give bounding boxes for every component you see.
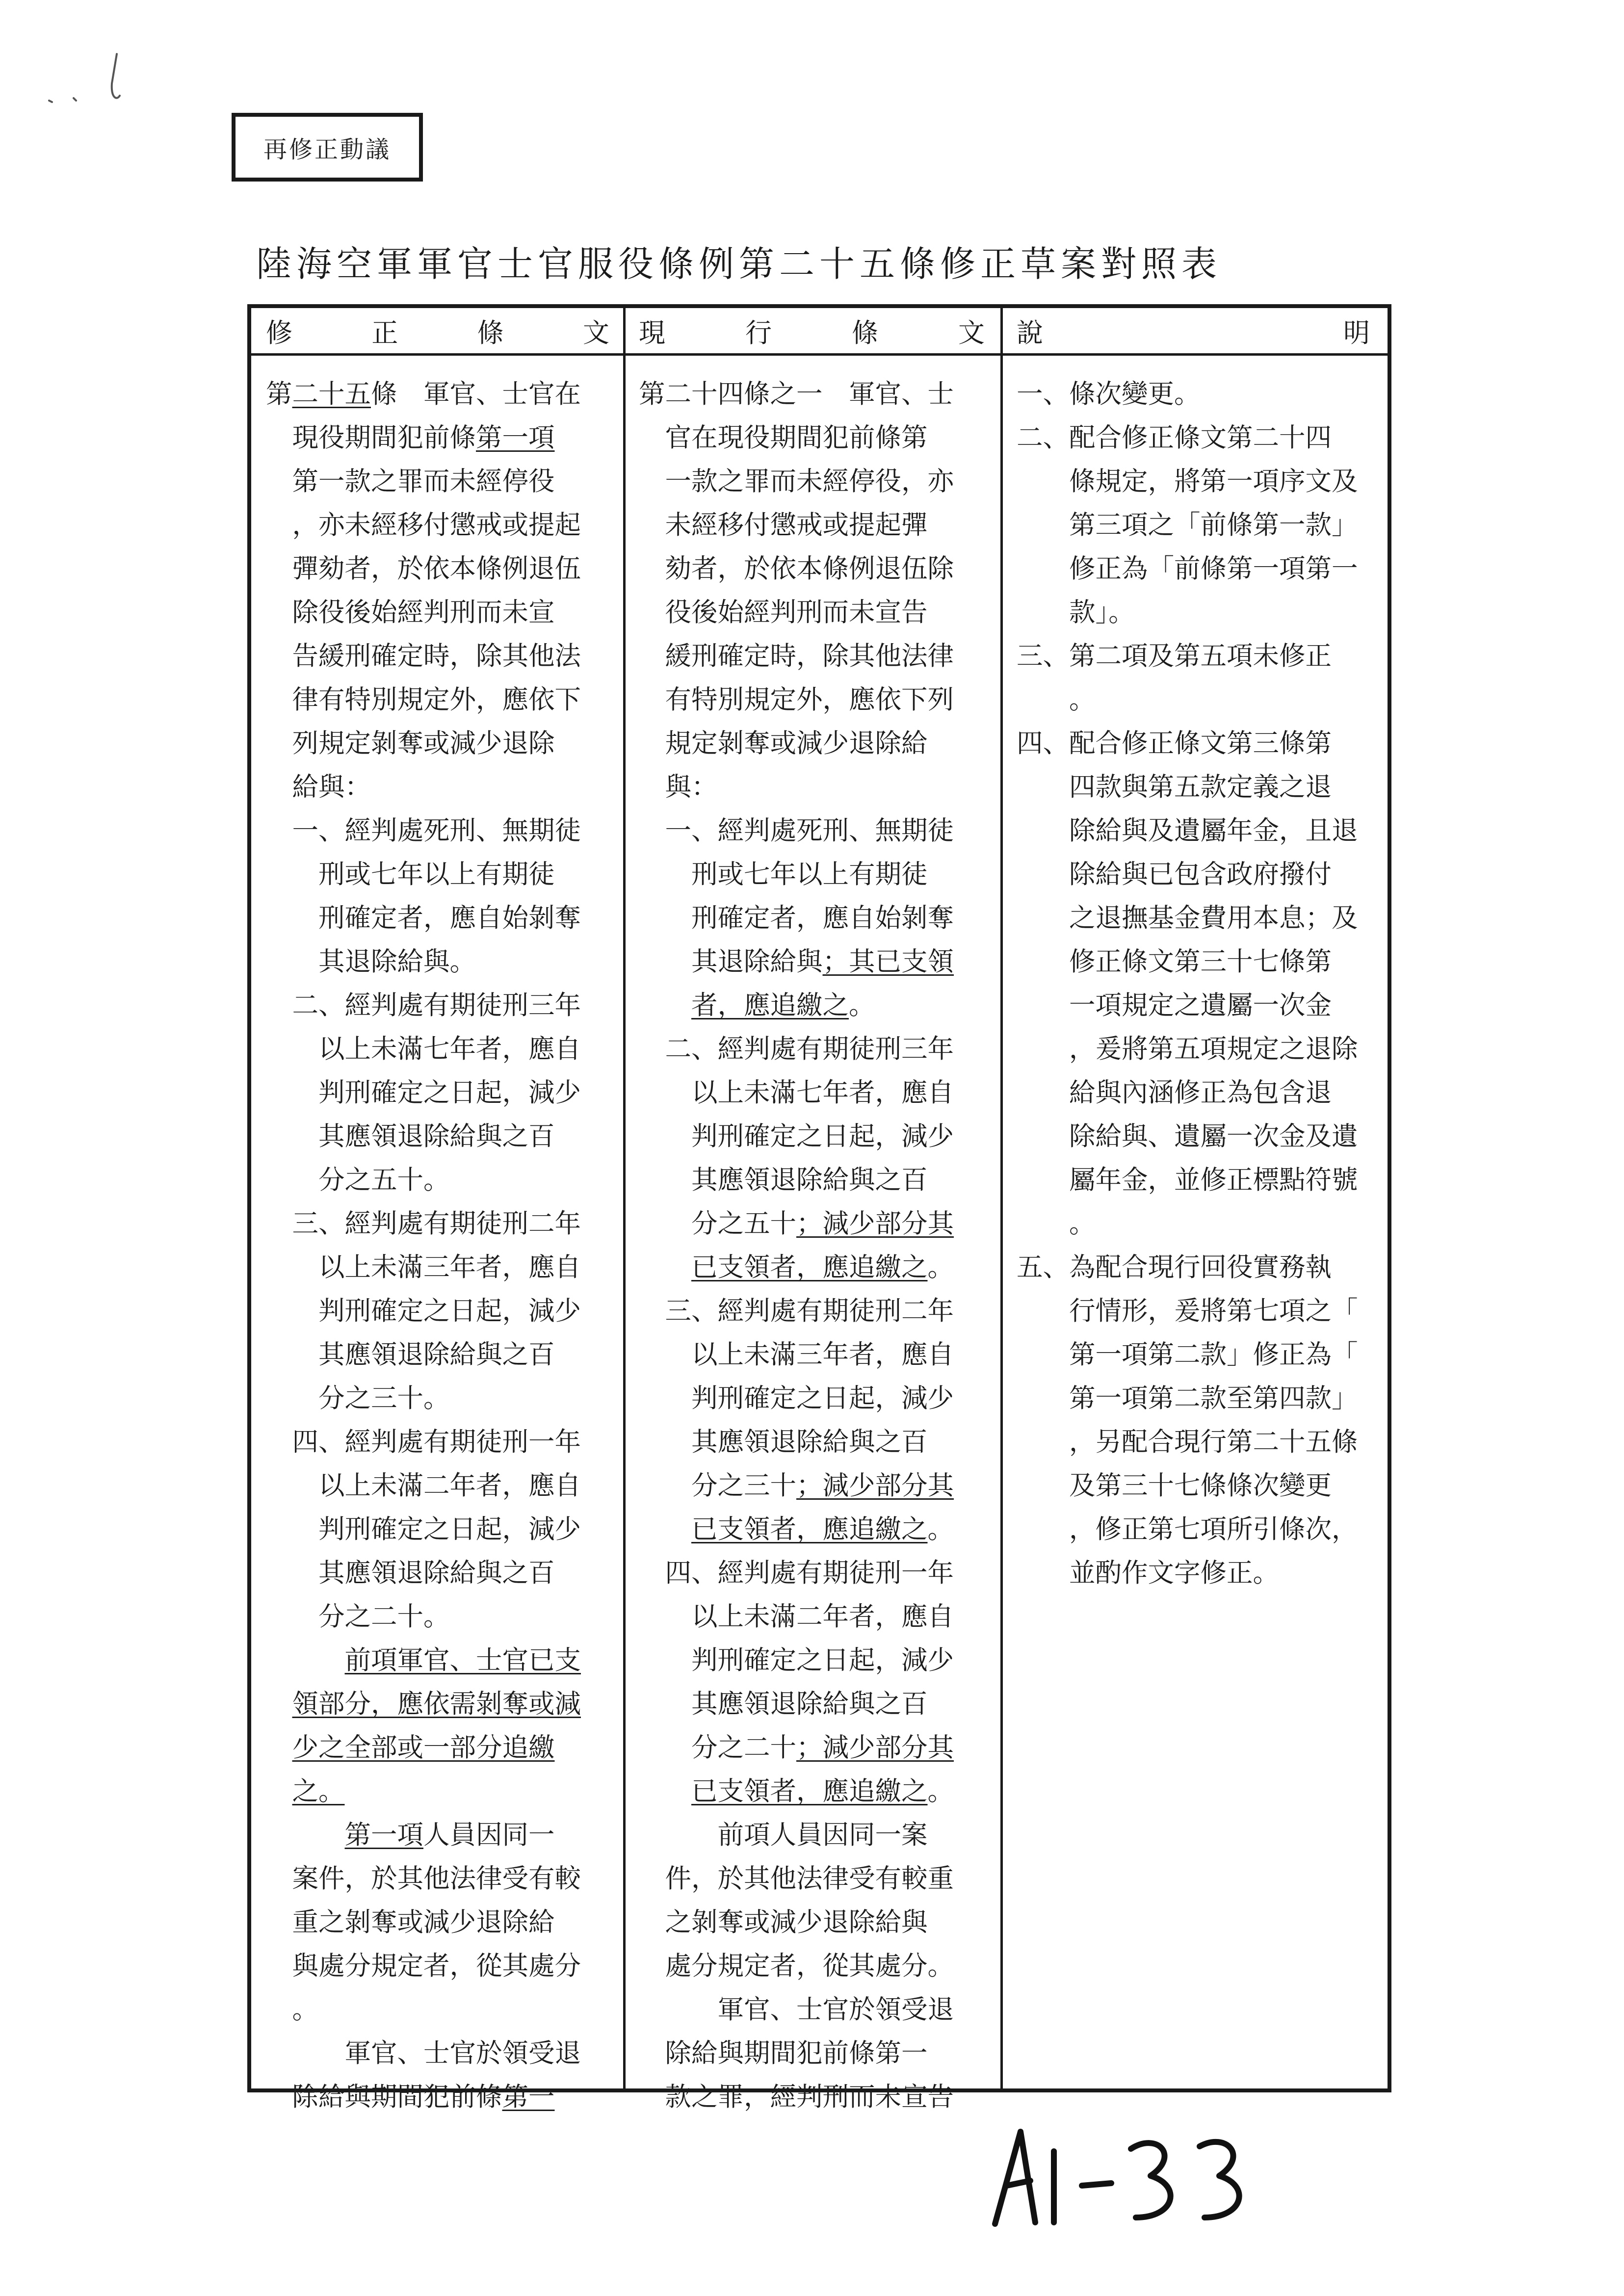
text-line <box>266 547 581 590</box>
text-segment: 一、經判處死刑、無期徒 <box>639 815 954 846</box>
text-line <box>639 1813 954 1856</box>
text-line <box>639 1507 954 1551</box>
text-line <box>639 1725 954 1769</box>
text-line <box>639 1900 954 1944</box>
text-line <box>1017 1245 1358 1289</box>
text-segment: 及第三十七條條次變更 <box>1017 1470 1332 1501</box>
text-line <box>639 547 954 590</box>
text-line <box>266 1245 581 1289</box>
text-line <box>266 1769 581 1813</box>
text-line <box>639 1070 954 1114</box>
text-line <box>266 2031 581 2075</box>
header-char: 正 <box>371 317 398 348</box>
text-segment: 屬年金，並修正標點符號 <box>1017 1164 1358 1195</box>
text-line <box>1017 547 1358 590</box>
text-line <box>639 503 954 547</box>
text-line <box>1017 416 1358 459</box>
handwritten-page-number-drawing <box>995 2132 1239 2224</box>
text-line <box>1017 590 1358 634</box>
text-segment: 三、第二項及第五項未修正 <box>1017 640 1332 671</box>
document-title: 陸海空軍軍官士官服役條例第二十五條修正草案對照表 <box>256 243 1222 285</box>
text-segment: 刑或七年以上有期徒 <box>266 859 555 889</box>
text-line <box>266 1114 581 1158</box>
text-segment: 其退除給與。 <box>266 946 476 977</box>
text-line <box>639 983 954 1027</box>
text-segment: 給與： <box>266 771 371 802</box>
text-line <box>266 1856 581 1900</box>
text-segment: 判刑確定之日起，減少 <box>639 1383 954 1413</box>
text-line <box>266 721 581 765</box>
amended-underline-text: ；減少部分其 <box>796 1208 954 1239</box>
text-line <box>1017 1289 1358 1332</box>
text-line <box>639 809 954 852</box>
text-line <box>266 459 581 503</box>
text-segment: 以上未滿七年者，應自 <box>639 1077 954 1108</box>
text-line <box>639 1420 954 1463</box>
current-text-column <box>639 372 954 2118</box>
text-segment: 有特別規定外，應依下列 <box>639 684 954 715</box>
text-segment: 與： <box>639 771 718 802</box>
header-char: 條 <box>852 317 878 348</box>
text-line <box>639 1158 954 1201</box>
amended-underline-text: 第一 <box>502 2081 555 2112</box>
text-segment <box>639 990 691 1020</box>
text-line <box>639 721 954 765</box>
text-line <box>1017 1551 1358 1594</box>
text-line <box>266 765 581 809</box>
text-line <box>1017 503 1358 547</box>
text-segment: 除給與已包含政府撥付 <box>1017 859 1332 889</box>
text-segment: 其應領退除給與之百 <box>639 1426 928 1457</box>
text-line <box>266 1944 581 1987</box>
text-line <box>266 1463 581 1507</box>
header-char: 條 <box>477 317 504 348</box>
text-segment: 三、經判處有期徒刑二年 <box>639 1295 954 1326</box>
comparison-table <box>247 304 1391 2112</box>
text-segment: 第二十四條之一 軍官、士 <box>639 378 954 409</box>
text-segment: 第三項之「前條第一款」 <box>1017 509 1358 540</box>
text-segment: 一、經判處死刑、無期徒 <box>266 815 581 846</box>
text-line <box>266 1551 581 1594</box>
text-segment: 。 <box>1017 684 1096 715</box>
text-line <box>266 678 581 721</box>
text-line <box>639 416 954 459</box>
text-line <box>639 1289 954 1332</box>
text-segment: 除給與期間犯前條 <box>266 2081 502 2112</box>
text-segment: 四、配合修正條文第三條第 <box>1017 728 1332 758</box>
text-line <box>266 372 581 416</box>
amended-underline-text: 第一項 <box>476 422 555 453</box>
text-line <box>266 1201 581 1245</box>
text-segment: 除給與、遺屬一次金及遺 <box>1017 1121 1358 1151</box>
text-segment: 除給與期間犯前條第一 <box>639 2037 928 2068</box>
text-line <box>1017 634 1358 678</box>
header-char: 現 <box>639 317 665 348</box>
text-line <box>639 1332 954 1376</box>
text-segment: 。 <box>927 1513 954 1544</box>
text-segment: 軍官、士官於領受退 <box>639 1994 954 2025</box>
text-segment: 並酌作文字修正。 <box>1017 1557 1279 1588</box>
text-segment: 。 <box>849 990 875 1020</box>
text-segment: 現役期間犯前條 <box>266 422 476 453</box>
text-segment <box>266 1644 345 1675</box>
text-line <box>1017 678 1358 721</box>
text-line <box>639 1638 954 1682</box>
amended-underline-text: ；減少部分其 <box>796 1470 954 1501</box>
text-line <box>266 1158 581 1201</box>
text-line <box>639 1682 954 1725</box>
text-line <box>266 1594 581 1638</box>
amended-underline-text: 者，應追繳之 <box>691 990 849 1020</box>
text-line <box>639 1463 954 1507</box>
text-segment: 款之罪，經判刑而未宣告 <box>639 2081 954 2112</box>
text-segment: 三、經判處有期徒刑二年 <box>266 1208 581 1239</box>
text-line <box>1017 896 1358 939</box>
text-line <box>266 503 581 547</box>
text-segment: 告緩刑確定時，除其他法 <box>266 640 581 671</box>
text-segment: 其應領退除給與之百 <box>266 1121 555 1151</box>
text-segment: 以上未滿三年者，應自 <box>266 1252 581 1282</box>
header-char: 行 <box>745 317 772 348</box>
text-segment: 第 <box>266 378 292 409</box>
text-segment: 未經移付懲戒或提起彈 <box>639 509 928 540</box>
text-segment: 除役後始經判刑而未宣 <box>266 597 555 627</box>
text-segment: 給與內涵修正為包含退 <box>1017 1077 1332 1108</box>
text-segment: ，修正第七項所引條次， <box>1017 1513 1358 1544</box>
text-segment <box>639 1252 691 1282</box>
text-segment: 其應領退除給與之百 <box>266 1339 555 1370</box>
text-segment: 其應領退除給與之百 <box>266 1557 555 1588</box>
text-segment: 四款與第五款定義之退 <box>1017 771 1332 802</box>
text-line <box>639 2075 954 2118</box>
text-line <box>266 1420 581 1463</box>
text-line <box>266 852 581 896</box>
text-segment: 官在現役期間犯前條第 <box>639 422 928 453</box>
text-segment: 二、配合修正條文第二十四 <box>1017 422 1332 453</box>
text-line <box>1017 1027 1358 1070</box>
text-line <box>1017 1463 1358 1507</box>
text-line <box>1017 852 1358 896</box>
text-segment <box>266 1688 292 1719</box>
text-segment: 刑確定者，應自始剝奪 <box>639 902 954 933</box>
text-segment: 分之三十。 <box>266 1383 450 1413</box>
text-segment: 其應領退除給與之百 <box>639 1688 928 1719</box>
text-segment: 判刑確定之日起，減少 <box>639 1644 954 1675</box>
text-segment: 彈劾者，於依本條例退伍 <box>266 553 581 584</box>
text-segment: 第一項第二款」修正為「 <box>1017 1339 1358 1370</box>
text-segment: 條規定，將第一項序文及 <box>1017 466 1358 496</box>
column-divider <box>623 308 626 2088</box>
text-line <box>266 2075 581 2118</box>
text-segment: 條 軍官、士官在 <box>371 378 581 409</box>
text-line <box>1017 1158 1358 1201</box>
text-segment: 判刑確定之日起，減少 <box>266 1295 581 1326</box>
text-segment <box>266 1819 345 1850</box>
text-line <box>1017 1114 1358 1158</box>
text-segment: 以上未滿七年者，應自 <box>266 1033 581 1064</box>
text-segment: 處分規定者，從其處分。 <box>639 1950 954 1981</box>
text-segment: 與處分規定者，從其處分 <box>266 1950 581 1981</box>
text-line <box>266 1332 581 1376</box>
text-line <box>266 1070 581 1114</box>
column-divider <box>1000 308 1003 2088</box>
text-segment: 刑確定者，應自始剝奪 <box>266 902 581 933</box>
amended-underline-text: 前項軍官、士官已支 <box>344 1644 581 1675</box>
text-segment: 分之二十。 <box>266 1601 450 1632</box>
text-segment: 之退撫基金費用本息；及 <box>1017 902 1358 933</box>
header-current-text <box>639 311 985 350</box>
explanation-column <box>1017 372 1358 1594</box>
text-segment: 。 <box>927 1252 954 1282</box>
text-segment: 劾者，於依本條例退伍除 <box>639 553 954 584</box>
text-segment: ，另配合現行第二十五條 <box>1017 1426 1358 1457</box>
text-segment: 規定剝奪或減少退除給 <box>639 728 928 758</box>
text-segment: 分之三十 <box>639 1470 796 1501</box>
text-segment: 判刑確定之日起，減少 <box>266 1513 581 1544</box>
text-segment: 二、經判處有期徒刑三年 <box>639 1033 954 1064</box>
text-segment: 。 <box>1017 1208 1096 1239</box>
text-segment: 刑或七年以上有期徒 <box>639 859 928 889</box>
text-segment: 緩刑確定時，除其他法律 <box>639 640 954 671</box>
text-segment: 件，於其他法律受有較重 <box>639 1863 954 1894</box>
text-line <box>266 416 581 459</box>
text-line <box>266 1813 581 1856</box>
header-explanation <box>1017 311 1370 350</box>
text-line <box>639 459 954 503</box>
text-segment: 五、為配合現行回役實務執 <box>1017 1252 1332 1282</box>
text-segment: 分之五十。 <box>266 1164 450 1195</box>
text-segment: 人員因同一 <box>423 1819 555 1850</box>
text-line <box>639 1944 954 1987</box>
text-line <box>266 1376 581 1420</box>
scan-specks <box>49 54 120 102</box>
text-line <box>639 1987 954 2031</box>
text-segment <box>639 1513 691 1544</box>
text-segment: 款」。 <box>1017 597 1135 627</box>
amended-underline-text: 已支領者，應追繳之 <box>691 1775 928 1806</box>
text-segment: 以上未滿三年者，應自 <box>639 1339 954 1370</box>
text-line <box>639 1856 954 1900</box>
text-segment: 二、經判處有期徒刑三年 <box>266 990 581 1020</box>
header-char: 修 <box>266 317 292 348</box>
text-segment <box>639 1775 691 1806</box>
text-segment: 一款之罪而未經停役，亦 <box>639 466 954 496</box>
text-segment: 一、條次變更。 <box>1017 378 1201 409</box>
text-segment: 四、經判處有期徒刑一年 <box>266 1426 581 1457</box>
text-segment: 。 <box>266 1994 318 2025</box>
text-line <box>266 1987 581 2031</box>
text-line <box>1017 459 1358 503</box>
text-segment: 四、經判處有期徒刑一年 <box>639 1557 954 1588</box>
text-segment: 判刑確定之日起，減少 <box>639 1121 954 1151</box>
amended-text-column <box>266 372 581 2118</box>
text-line <box>1017 939 1358 983</box>
text-segment: 第一款之罪而未經停役 <box>266 466 555 496</box>
text-line <box>266 809 581 852</box>
text-line <box>1017 1376 1358 1420</box>
text-segment: 修正為「前條第一項第一 <box>1017 553 1358 584</box>
text-segment: ，亦未經移付懲戒或提起 <box>266 509 581 540</box>
text-segment: 以上未滿二年者，應自 <box>266 1470 581 1501</box>
text-line <box>1017 765 1358 809</box>
header-char: 文 <box>582 317 609 348</box>
text-line <box>266 634 581 678</box>
header-char: 明 <box>1343 317 1370 348</box>
text-segment: 其退除給與 <box>639 946 823 977</box>
amended-underline-text: ；其已支領 <box>822 946 954 977</box>
text-segment: 軍官、士官於領受退 <box>266 2037 581 2068</box>
text-line <box>639 939 954 983</box>
text-line <box>639 765 954 809</box>
text-segment: 以上未滿二年者，應自 <box>639 1601 954 1632</box>
motion-label-box <box>232 113 423 182</box>
text-line <box>1017 1507 1358 1551</box>
text-line <box>266 1725 581 1769</box>
text-line <box>1017 809 1358 852</box>
text-segment: 其應領退除給與之百 <box>639 1164 928 1195</box>
text-line <box>266 983 581 1027</box>
amended-underline-text: 之。 <box>292 1775 345 1806</box>
text-line <box>266 939 581 983</box>
text-segment: ，爰將第五項規定之退除 <box>1017 1033 1358 1064</box>
text-segment: 列規定剝奪或減少退除 <box>266 728 555 758</box>
text-segment: 判刑確定之日起，減少 <box>266 1077 581 1108</box>
text-segment <box>266 1775 292 1806</box>
text-line <box>1017 1070 1358 1114</box>
text-line <box>639 1594 954 1638</box>
text-line <box>639 896 954 939</box>
text-segment: 。 <box>927 1775 954 1806</box>
amended-underline-text: 第一項 <box>344 1819 423 1850</box>
header-char: 文 <box>958 317 985 348</box>
text-line <box>1017 1201 1358 1245</box>
text-line <box>639 372 954 416</box>
amended-underline-text: 領部分，應依需剝奪或減 <box>292 1688 581 1719</box>
text-segment: 第一項第二款至第四款」 <box>1017 1383 1358 1413</box>
amended-underline-text: 二十五 <box>292 378 371 409</box>
text-line <box>1017 1332 1358 1376</box>
amended-underline-text: 已支領者，應追繳之 <box>691 1252 928 1282</box>
text-segment: 分之二十 <box>639 1732 796 1763</box>
text-line <box>1017 372 1358 416</box>
text-segment: 之剝奪或減少退除給與 <box>639 1906 928 1937</box>
text-line <box>639 1114 954 1158</box>
text-line <box>639 1245 954 1289</box>
amended-underline-text: ；減少部分其 <box>796 1732 954 1763</box>
text-line <box>266 896 581 939</box>
text-line <box>1017 1420 1358 1463</box>
text-line <box>639 1027 954 1070</box>
header-char: 說 <box>1017 317 1043 348</box>
text-segment: 除給與及遺屬年金，且退 <box>1017 815 1358 846</box>
text-line <box>1017 983 1358 1027</box>
text-segment: 分之五十 <box>639 1208 796 1239</box>
text-segment: 一項規定之遺屬一次金 <box>1017 990 1332 1020</box>
text-line <box>639 2031 954 2075</box>
text-line <box>266 1900 581 1944</box>
header-divider <box>251 353 1388 356</box>
amended-underline-text: 少之全部或一部分追繳 <box>292 1732 555 1763</box>
text-segment: 重之剝奪或減少退除給 <box>266 1906 555 1937</box>
text-line <box>1017 721 1358 765</box>
text-line <box>639 634 954 678</box>
text-line <box>639 678 954 721</box>
motion-label: 再修正動議 <box>263 135 391 163</box>
text-segment: 行情形，爰將第七項之「 <box>1017 1295 1358 1326</box>
text-line <box>266 1289 581 1332</box>
text-line <box>639 1769 954 1813</box>
text-line <box>639 1551 954 1594</box>
text-line <box>266 1638 581 1682</box>
text-segment: 案件，於其他法律受有較 <box>266 1863 581 1894</box>
text-line <box>266 1507 581 1551</box>
text-line <box>639 852 954 896</box>
text-line <box>639 1201 954 1245</box>
text-segment: 前項人員因同一案 <box>639 1819 928 1850</box>
amended-underline-text: 已支領者，應追繳之 <box>691 1513 928 1544</box>
text-line <box>266 1027 581 1070</box>
text-segment <box>266 1732 292 1763</box>
text-line <box>266 590 581 634</box>
text-line <box>639 590 954 634</box>
header-amended-text <box>266 311 609 350</box>
text-segment: 役後始經判刑而未宣告 <box>639 597 928 627</box>
text-segment: 修正條文第三十七條第 <box>1017 946 1332 977</box>
text-segment: 律有特別規定外，應依下 <box>266 684 581 715</box>
text-line <box>266 1682 581 1725</box>
text-line <box>639 1376 954 1420</box>
